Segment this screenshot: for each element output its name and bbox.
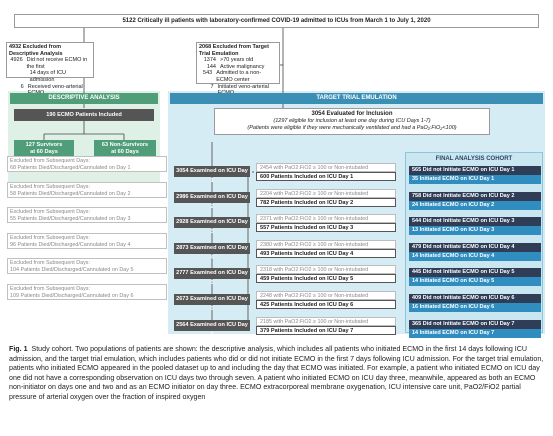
exclusion-count: 4926 xyxy=(10,57,23,64)
day-included-row: 600 Patients Included on ICU Day 1 xyxy=(256,172,396,181)
exclusion-line xyxy=(9,57,91,70)
day-examined-box: 2928 Examined on ICU Day 3 xyxy=(174,217,250,228)
excluded-descriptive-title: 4932 Excluded from Descriptive Analysis xyxy=(9,44,63,57)
day-excluded-pf-row: 2454 with PaO2:FiO2 ≥ 100 or Non-intubated xyxy=(256,163,396,172)
disposition-title: Excluded from Subsequent Days: xyxy=(10,158,91,164)
eligibility-criteria-note: (Patients were eligible if they were mechanically ventilated and had a PaO₂:FiO₂<100) xyxy=(247,124,457,131)
day-examined-box: 2986 Examined on ICU Day 2 xyxy=(174,192,250,203)
ecmo-patients-included-box: 190 ECMO Patients Included xyxy=(14,109,154,121)
non-survivors-period: at 60 Days xyxy=(111,149,139,155)
disposition-title: Excluded from Subsequent Days: xyxy=(10,184,91,190)
day-ecmo-row: 14 Initiated ECMO on ICU Day 7 xyxy=(409,329,541,338)
day-examined-box: 2873 Examined on ICU Day 4 xyxy=(174,243,250,254)
disposition-count: 109 Patients Died/Discharged/Cannulated on Day 6 xyxy=(10,292,134,299)
disposition-count: 104 Patients Died/Discharged/Cannulated on Day 5 xyxy=(10,266,134,273)
day-examined-box: 2673 Examined on ICU Day 6 xyxy=(174,294,250,305)
disposition-title: Excluded from Subsequent Days: xyxy=(10,235,91,241)
day-included-row: 459 Patients Included on ICU Day 5 xyxy=(256,274,396,283)
disposition-count: 96 Patients Died/Discharged/Cannulated on Day 4 xyxy=(10,241,131,248)
final-analysis-cohort-header: FINAL ANALYSIS COHORT xyxy=(435,156,513,162)
day-ecmo-row: 16 Initiated ECMO on ICU Day 6 xyxy=(409,303,541,312)
exclusion-reason: Received veno-arterial xyxy=(27,83,83,90)
day-disposition-box xyxy=(7,156,167,172)
disposition-count: 68 Patients Died/Discharged/Cannulated on Day 1 xyxy=(10,164,131,171)
day-examined-box: 2777 Examined on ICU Day 5 xyxy=(174,268,250,279)
exclusion-line xyxy=(9,70,91,83)
day-disposition-box xyxy=(7,258,167,274)
day-included-row: 557 Patients Included on ICU Day 3 xyxy=(256,223,396,232)
day-disposition-box xyxy=(7,182,167,198)
exclusion-count: 1374 xyxy=(203,57,216,64)
day-ecmo-row: 35 Initiated ECMO on ICU Day 1 xyxy=(409,175,541,184)
day-disposition-box xyxy=(7,284,167,300)
day-no-ecmo-row: 445 Did not Initiate ECMO on ICU Day 5 xyxy=(409,268,541,277)
day-examined-box: 2564 Examined on ICU Day 7 xyxy=(174,320,250,331)
excluded-tte-box xyxy=(196,42,280,90)
day-excluded-pf-row: 2371 with PaO2:FiO2 ≥ 100 or Non-intubated xyxy=(256,214,396,223)
day-disposition-box xyxy=(7,233,167,249)
day-no-ecmo-row: 544 Did not Initiate ECMO on ICU Day 3 xyxy=(409,217,541,226)
exclusion-count: 144 xyxy=(206,63,216,70)
non-survivors-count: 63 Non-Survivors xyxy=(101,142,149,148)
day-no-ecmo-row: 565 Did not Initiate ECMO on ICU Day 1 xyxy=(409,166,541,175)
total-patients-box: 5122 Critically ill patients with laboratory-confirmed COVID-19 admitted to ICUs from March 1 to July 1, 2020 xyxy=(14,14,539,28)
excluded-tte-title: 2068 Excluded from Target Trial Emulation xyxy=(199,44,269,57)
day-excluded-pf-row: 2318 with PaO2:FiO2 ≥ 100 or Non-intubated xyxy=(256,265,396,274)
descriptive-analysis-header: DESCRIPTIVE ANALYSIS xyxy=(10,93,158,104)
excluded-descriptive-box xyxy=(6,42,94,90)
figure-caption-text: Study cohort. Two populations of patients are shown: the descriptive analysis, which includes all patients who initiated ECMO in the first 14 days following ICU admission, and the target trial emulation, which includes patients who did or did not initiate ECMO in the first 7 days following ICU admission. For the target trial emulation, patients who initiated ECMO appeared in the pooled dataset up to and including the day that ECMO was initiated. For example, a patient who initiated ECMO on ICU day one did not have a corresponding observation on ICU days two through seven. A patient who initiated ECMO on ICU day three, meanwhile, appeared as both an ECMO non-initiator on days one and two and as an ECMO initiator on day three. ECMO extracorporeal membrane oxygenation, ICU intensive care unit, PaO2/FiO2 partial pressure of arterial oxygen over the fraction of inspired oxygen xyxy=(9,345,544,401)
disposition-title: Excluded from Subsequent Days: xyxy=(10,209,91,215)
day-excluded-pf-row: 2185 with PaO2:FiO2 ≥ 100 or Non-intubated xyxy=(256,317,396,326)
disposition-title: Excluded from Subsequent Days: xyxy=(10,260,91,266)
day-excluded-pf-row: 2380 with PaO2:FiO2 ≥ 100 or Non-intubated xyxy=(256,240,396,249)
figure-label: Fig. 1 xyxy=(9,345,28,353)
day-ecmo-row: 14 Initiated ECMO on ICU Day 5 xyxy=(409,277,541,286)
day-included-row: 782 Patients Included on ICU Day 2 xyxy=(256,198,396,207)
day-included-row: 425 Patients Included on ICU Day 6 xyxy=(256,300,396,309)
day-ecmo-row: 24 Initiated ECMO on ICU Day 2 xyxy=(409,201,541,210)
exclusion-reason: >70 years old xyxy=(220,57,254,64)
day-no-ecmo-row: 409 Did not Initiate ECMO on ICU Day 6 xyxy=(409,294,541,303)
eligible-note: (1297 eligible for inclusion at least one day during ICU Days 1-7) xyxy=(273,118,431,124)
survivors-period: at 60 Days xyxy=(30,149,58,155)
target-trial-emulation-header: TARGET TRIAL EMULATION xyxy=(170,93,543,104)
exclusion-reason: Initiated veno-arterial xyxy=(217,83,269,90)
exclusion-line xyxy=(199,70,277,83)
exclusion-reason: 14 days of ICU admission xyxy=(29,70,67,83)
exclusion-count: 7 xyxy=(210,83,214,90)
day-no-ecmo-row: 365 Did not Initiate ECMO on ICU Day 7 xyxy=(409,320,541,329)
exclusion-reason: Active malignancy xyxy=(220,63,265,70)
day-included-row: 493 Patients Included on ICU Day 4 xyxy=(256,249,396,258)
day-disposition-box xyxy=(7,207,167,223)
disposition-title: Excluded from Subsequent Days: xyxy=(10,286,91,292)
day-no-ecmo-row: 758 Did not Initiate ECMO on ICU Day 2 xyxy=(409,192,541,201)
exclusion-count: 6 xyxy=(20,83,24,90)
day-included-row: 379 Patients Included on ICU Day 7 xyxy=(256,326,396,335)
excluded-tte-list xyxy=(199,57,277,97)
day-excluded-pf-row: 2248 with PaO2:FiO2 ≥ 100 or Non-intubated xyxy=(256,291,396,300)
figure-caption xyxy=(9,345,547,403)
exclusion-reason: Did not receive ECMO in the first xyxy=(26,57,88,70)
exclusion-count xyxy=(9,70,30,83)
evaluated-for-inclusion-box xyxy=(214,108,490,135)
day-excluded-pf-row: 2204 with PaO2:FiO2 ≥ 100 or Non-intubated xyxy=(256,189,396,198)
day-ecmo-row: 13 Initiated ECMO on ICU Day 3 xyxy=(409,226,541,235)
excluded-descriptive-list xyxy=(9,57,91,97)
survivors-count: 127 Survivors xyxy=(25,142,63,148)
exclusion-count: 543 xyxy=(203,70,213,77)
disposition-count: 58 Patients Died/Discharged/Cannulated on Day 2 xyxy=(10,190,131,197)
evaluated-count: 3054 Evaluated for Inclusion xyxy=(311,111,393,117)
day-no-ecmo-row: 479 Did not Initiate ECMO on ICU Day 4 xyxy=(409,243,541,252)
disposition-count: 55 Patients Died/Discharged/Cannulated on Day 3 xyxy=(10,215,131,222)
exclusion-line xyxy=(199,64,277,71)
day-examined-box: 3054 Examined on ICU Day 1 xyxy=(174,166,250,177)
day-ecmo-row: 14 Initiated ECMO on ICU Day 4 xyxy=(409,252,541,261)
exclusion-reason: Admitted to a non-ECMO center xyxy=(216,70,262,83)
exclusion-line xyxy=(199,57,277,64)
